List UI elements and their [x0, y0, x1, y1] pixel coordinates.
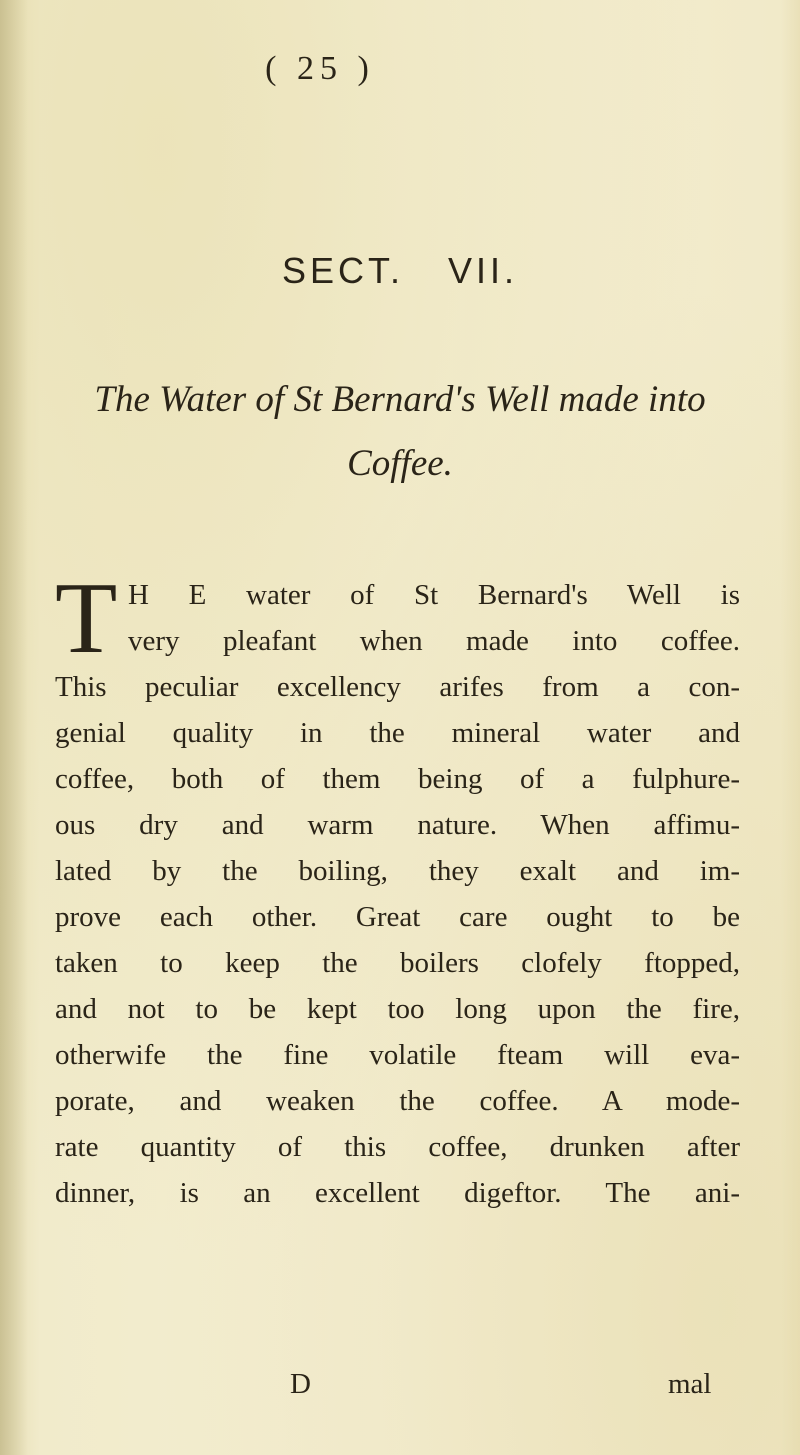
- drop-cap: T: [55, 562, 118, 675]
- text-line: This peculiar excellency arifes from a con-: [55, 671, 740, 703]
- text-line: and not to be kept too long upon the fire,: [55, 993, 740, 1025]
- subtitle-line-2: Coffee.: [347, 443, 453, 484]
- page-number: ( 25 ): [265, 50, 375, 87]
- text-line: taken to keep the boilers clofely ftopped,: [55, 947, 740, 979]
- text-line: rate quantity of this coffee, drunken after: [55, 1131, 740, 1163]
- text-line: dinner, is an excellent digeftor. The ani-: [55, 1177, 740, 1209]
- section-subtitle: [60, 368, 740, 496]
- text-line: lated by the boiling, they exalt and im-: [55, 855, 740, 887]
- body-paragraph: [55, 562, 740, 1216]
- text-line: prove each other. Great care ought to be: [55, 901, 740, 933]
- section-heading: SECT. VII.: [281, 250, 519, 291]
- signature-mark: D: [290, 1368, 311, 1400]
- text-line: genial quality in the mineral water and: [55, 717, 740, 749]
- subtitle-line-1: The Water of St Bernard's Well made into: [94, 379, 706, 420]
- text-line: ous dry and warm nature. When affimu-: [55, 809, 740, 841]
- text-line: porate, and weaken the coffee. A mode-: [55, 1085, 740, 1117]
- text-line: H E water of St Bernard's Well is: [128, 579, 740, 611]
- opening-lines: [55, 562, 740, 675]
- text-line: very pleafant when made into coffee.: [128, 625, 740, 657]
- catchword: mal: [668, 1368, 712, 1400]
- text-line: coffee, both of them being of a fulphure-: [55, 763, 740, 795]
- spine-shadow: [0, 0, 28, 1455]
- text-line: otherwife the fine volatile fteam will eva-: [55, 1039, 740, 1071]
